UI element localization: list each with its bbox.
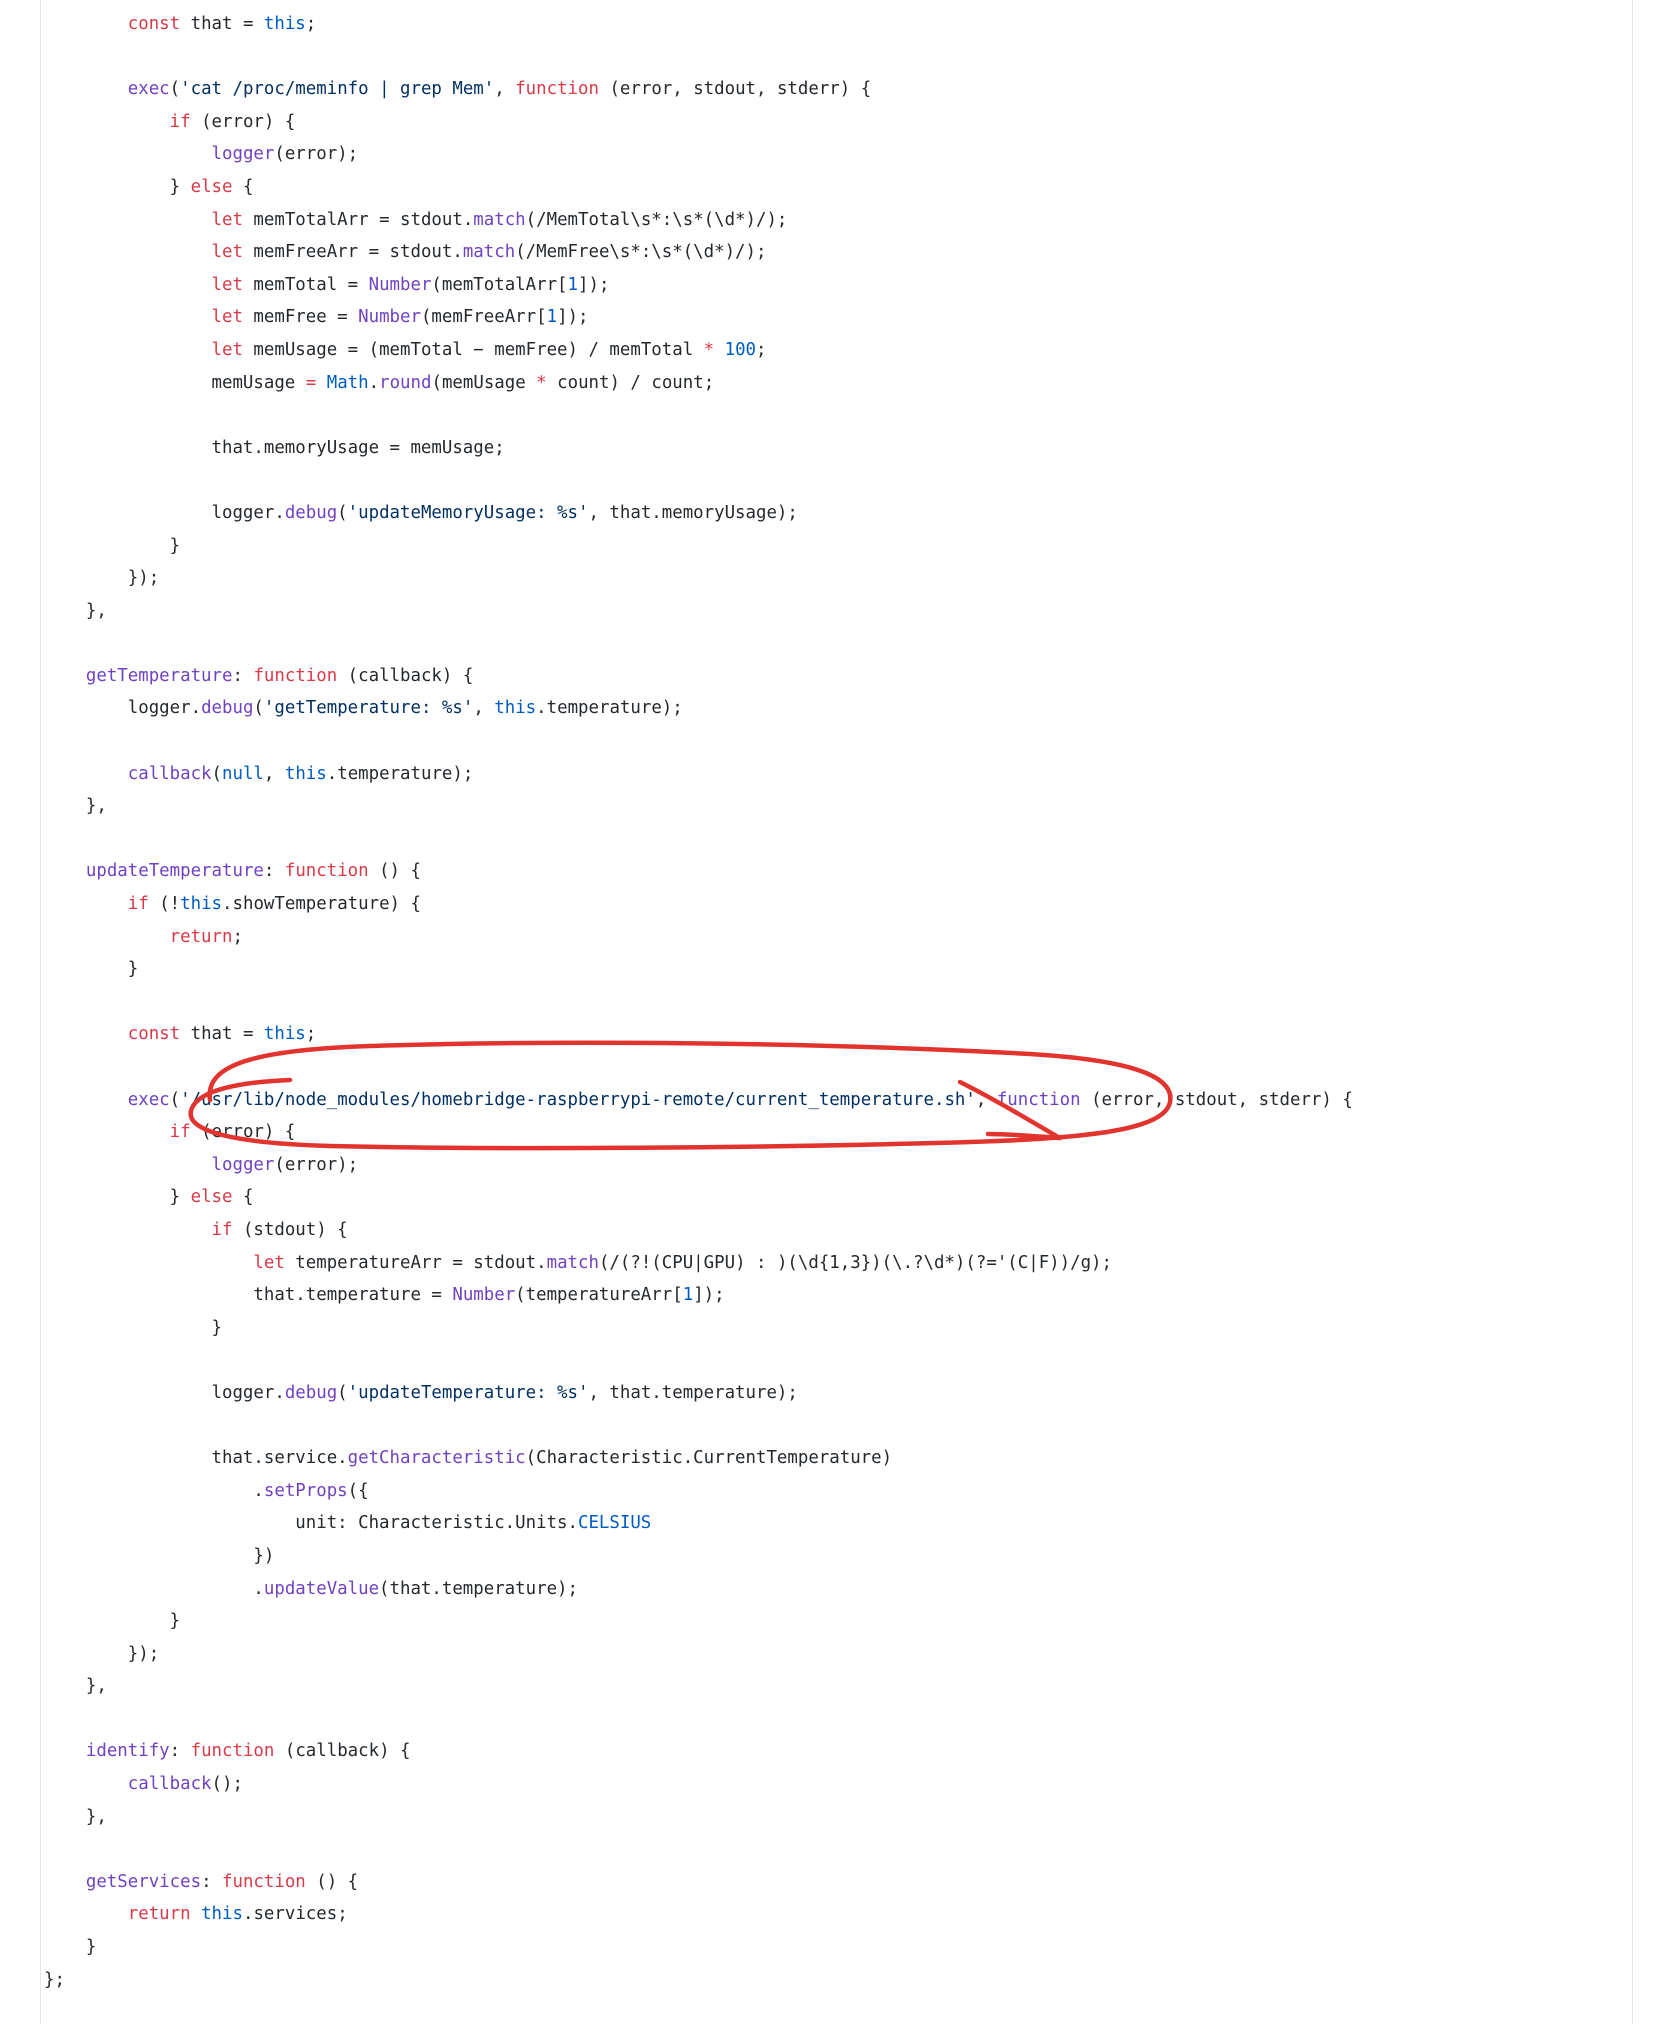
code-line <box>42 41 1630 74</box>
code-line: updateTemperature: function () { <box>85 861 421 882</box>
code-line: if (error) { <box>169 111 296 132</box>
code-line <box>42 823 1630 856</box>
code-line: }) <box>44 1545 275 1566</box>
code-line: }, <box>44 1676 107 1697</box>
code-line: getServices: function () { <box>85 1871 359 1892</box>
code-line: return this.services; <box>127 1904 348 1925</box>
code-line: callback(); <box>127 1774 243 1795</box>
code-line <box>42 1410 1630 1443</box>
code-line <box>42 986 1630 1019</box>
code-line <box>42 464 1630 497</box>
code-line: } <box>44 959 139 980</box>
code-line: } <box>44 1611 181 1632</box>
code-line: logger(error); <box>211 144 359 165</box>
code-line: identify: function (callback) { <box>85 1741 411 1762</box>
code-line: if (!this.showTemperature) { <box>127 894 421 915</box>
code-line: let memTotal = Number(memTotalArr[1]); <box>211 274 610 295</box>
code-line: let memFreeArr = stdout.match(/MemFree\s*:\s*(\d*)/); <box>211 242 767 263</box>
code-line: callback(null, this.temperature); <box>127 763 474 784</box>
code-line: that.service.getCharacteristic(Characteristic.CurrentTemperature) <box>44 1448 893 1469</box>
code-line <box>42 1703 1630 1736</box>
code-block[interactable] <box>42 0 1630 1996</box>
code-line: that.memoryUsage = memUsage; <box>44 437 505 458</box>
code-line <box>42 627 1630 660</box>
code-line: } else { <box>44 176 254 197</box>
code-line: that.temperature = Number(temperatureArr[1]); <box>44 1285 725 1306</box>
code-line: .setProps({ <box>44 1480 369 1501</box>
code-line: const that = this; <box>127 1024 317 1045</box>
code-line: if (stdout) { <box>211 1219 348 1240</box>
code-line: }, <box>44 600 107 621</box>
page-right-rule <box>1632 0 1633 2024</box>
code-line: }, <box>44 796 107 817</box>
code-line: logger.debug('updateMemoryUsage: %s', that.memoryUsage); <box>44 502 798 523</box>
code-line: logger.debug('updateTemperature: %s', that.temperature); <box>44 1382 798 1403</box>
page-left-rule <box>40 0 41 2024</box>
code-line: logger(error); <box>211 1154 359 1175</box>
code-line: if (error) { <box>169 1122 296 1143</box>
code-line <box>42 1344 1630 1377</box>
code-line: .updateValue(that.temperature); <box>44 1578 578 1599</box>
code-line: } <box>44 535 181 556</box>
code-line <box>42 1833 1630 1866</box>
code-line: } <box>44 1937 97 1958</box>
code-line: memUsage = Math.round(memUsage * count) / count; <box>44 372 715 393</box>
code-line: const that = this; <box>127 14 317 34</box>
code-line: } <box>44 1317 222 1338</box>
code-line: let memFree = Number(memFreeArr[1]); <box>211 307 589 328</box>
code-line: }); <box>44 1643 160 1664</box>
code-line: }); <box>44 568 160 589</box>
code-line: }, <box>44 1806 107 1827</box>
code-line: } else { <box>44 1187 254 1208</box>
code-line: logger.debug('getTemperature: %s', this.temperature); <box>44 698 683 719</box>
code-line: exec('/usr/lib/node_modules/homebridge-raspberrypi-remote/current_temperature.sh', function (error, stdout, stderr) { <box>127 1089 1353 1110</box>
code-line <box>42 725 1630 758</box>
code-line: return; <box>169 926 243 947</box>
code-line: let memUsage = (memTotal − memFree) / memTotal * 100; <box>211 339 767 360</box>
code-line: unit: Characteristic.Units.CELSIUS <box>44 1513 652 1534</box>
code-line: }; <box>44 1969 65 1990</box>
code-line: let temperatureArr = stdout.match(/(?!(CPU|GPU) : )(\d{1,3})(\.?\d*)(?='(C|F))/g); <box>253 1252 1112 1273</box>
code-line: let memTotalArr = stdout.match(/MemTotal\s*:\s*(\d*)/); <box>211 209 788 230</box>
code-line <box>42 399 1630 432</box>
code-line <box>42 1051 1630 1084</box>
code-line: exec('cat /proc/meminfo | grep Mem', function (error, stdout, stderr) { <box>127 79 872 100</box>
code-line: getTemperature: function (callback) { <box>85 665 474 686</box>
